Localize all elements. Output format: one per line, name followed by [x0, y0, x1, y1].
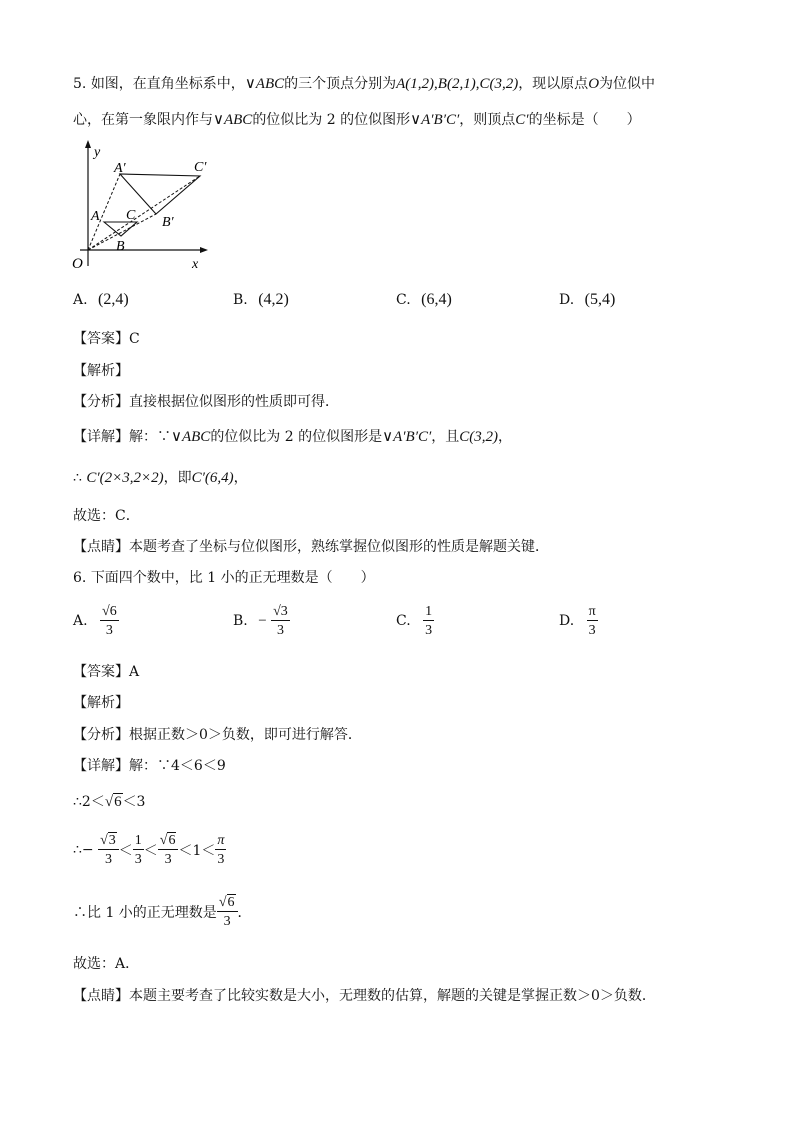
xiangjie-text: ，且 — [431, 429, 460, 445]
q5-option-b[interactable] — [233, 291, 289, 309]
q5-origin: O — [588, 76, 600, 92]
q6-step3 — [73, 895, 252, 929]
q5-stem-line1: 5. 如图，在直角坐标系中，∨ABC的三个顶点分别为A(1,2),B(2,1),C(3,2)，现以原点O为位似中 — [73, 76, 656, 92]
q6-stem-text: 下面四个数中，比 1 小的正无理数是（ ） — [90, 570, 375, 586]
fraction-sqrt3-over-3 — [98, 833, 119, 867]
xiangjie-text: 解：∵ — [129, 429, 171, 445]
q6-answer — [73, 661, 139, 681]
q6-option-d[interactable] — [559, 604, 598, 638]
less-than: ＜ — [143, 843, 158, 859]
fraction-denominator: 3 — [164, 852, 172, 867]
q5-answer — [73, 328, 140, 348]
q5-stem-text: 如图，在直角坐标系中， — [90, 76, 245, 92]
fraction-denominator: 3 — [425, 623, 433, 638]
y-axis-arrow — [85, 140, 91, 148]
label-b-prime: B′ — [162, 215, 174, 230]
fraction-numerator: 1 — [425, 604, 433, 619]
q5-point-b: B(2,1) — [437, 76, 476, 92]
option-value: (5,4) — [584, 291, 616, 308]
radicand: 6 — [168, 833, 176, 848]
fraction-numerator: π — [588, 604, 596, 619]
q5-point-c: C(3,2) — [479, 76, 519, 92]
label-c: C — [126, 208, 136, 223]
label-a: A — [91, 209, 100, 224]
fraction-sqrt6-over-3 — [158, 833, 179, 867]
xiangjie-tag: 【详解】 — [73, 429, 129, 445]
step-text: ， — [233, 470, 248, 486]
option-letter: D. — [559, 613, 575, 629]
fraction-denominator: 3 — [105, 623, 113, 638]
option-fraction — [271, 604, 290, 638]
dianjing-tag: 【点睛】 — [73, 988, 129, 1004]
fraction-denominator: 3 — [104, 852, 112, 867]
c-prime-calc: C′(2×3,2×2) — [86, 470, 164, 486]
dianjing-text: 本题主要考查了比较实数是大小，无理数的估算，解题的关键是掌握正数＞0＞负数． — [129, 988, 656, 1004]
step-text: ∴比 1 小的正无理数是 — [73, 905, 217, 921]
option-value: (4,2) — [258, 291, 289, 308]
radicand: 6 — [227, 895, 235, 910]
fraction-denominator: 3 — [134, 852, 142, 867]
q5-triangle-abc: ∨ABC — [213, 112, 253, 128]
q5-stem-line2 — [73, 109, 641, 129]
option-value: (6,4) — [421, 291, 452, 308]
fraction-denominator: 3 — [223, 914, 231, 929]
xiangjie-text: 的位似比为 2 的位似图形是 — [210, 429, 383, 445]
q5-c-prime: C′ — [515, 112, 529, 128]
fraction-numerator: π — [217, 833, 225, 848]
option-fraction — [100, 604, 119, 638]
q5-option-c[interactable] — [396, 291, 452, 309]
answer-tag: 【答案】 — [73, 664, 129, 680]
option-value: (2,4) — [98, 291, 129, 308]
label-o: O — [72, 256, 83, 272]
q5-option-a[interactable] — [73, 291, 129, 309]
q6-xiangjie — [73, 755, 226, 775]
q5-choose: 故选：C． — [73, 508, 140, 524]
option-letter: D. — [559, 292, 575, 308]
q5-step1 — [73, 467, 248, 487]
fraction-denominator: 3 — [217, 852, 225, 867]
q5-fenxi — [73, 391, 339, 411]
q6-number: 6. — [73, 570, 87, 586]
q6-dianjing — [73, 985, 656, 1005]
fraction-pi-over-3 — [215, 833, 226, 867]
fenxi-text: 根据正数＞0＞负数，即可进行解答． — [129, 727, 362, 743]
x-axis-arrow — [200, 247, 208, 253]
q5-stem-text: 的位似比为 2 的位似图形 — [252, 112, 411, 128]
q5-triangle-prime: ∨A′B′C′ — [410, 112, 460, 128]
q6-analysis-tag: 【解析】 — [73, 695, 129, 711]
therefore-sign: ∴ — [73, 470, 87, 486]
less-than: ＜ — [118, 843, 133, 859]
fraction-numerator: √6 — [102, 604, 117, 619]
less-than-one: ＜1＜ — [178, 843, 216, 859]
label-b: B — [116, 239, 125, 254]
q5-stem-text: ，则顶点 — [459, 112, 516, 128]
q6-option-b[interactable] — [233, 604, 290, 638]
q6-fenxi — [73, 724, 362, 744]
triangle-abc — [104, 222, 137, 236]
option-letter: C. — [396, 613, 411, 629]
ray-to-c-prime — [88, 176, 200, 250]
point-c-text: C(3,2) — [459, 429, 499, 445]
xiangjie-tag: 【详解】 — [73, 758, 129, 774]
q6-step1 — [73, 791, 145, 811]
sqrt-6: √6 — [104, 794, 122, 810]
fraction-1-over-3 — [133, 833, 144, 867]
fraction-numerator: √3 — [273, 604, 288, 619]
fraction-denominator: 3 — [588, 623, 596, 638]
therefore-sign: ∴− — [73, 842, 94, 858]
q5-stem-text: 的三个顶点分别为 — [284, 76, 397, 92]
q5-figure — [70, 138, 220, 273]
answer-value: A — [129, 664, 140, 680]
q5-option-d[interactable] — [559, 291, 615, 309]
q5-stem-text: 的坐标是（ ） — [528, 112, 641, 128]
step-text: ∴2＜ — [73, 794, 105, 810]
q5-triangle-abc: ∨ABC — [244, 76, 285, 92]
label-a-prime: A′ — [114, 161, 126, 176]
option-fraction — [587, 604, 598, 638]
option-letter: A. — [73, 613, 88, 629]
fraction-numerator: √6 — [158, 833, 179, 850]
dianjing-tag: 【点睛】 — [73, 539, 129, 555]
q5-stem-text: 心，在第一象限内作与 — [73, 112, 213, 128]
option-letter: C. — [396, 292, 411, 308]
q6-stem — [73, 567, 375, 587]
step-text: ． — [237, 905, 252, 921]
radicand: 3 — [108, 833, 116, 848]
q5-point-a: A(1,2) — [396, 76, 435, 92]
answer-tag: 【答案】 — [73, 331, 129, 347]
triangle-prime-text: ∨A′B′C′ — [382, 429, 432, 445]
label-c-prime: C′ — [194, 160, 207, 175]
label-y: y — [94, 145, 101, 160]
q5-dianjing — [73, 536, 549, 556]
radicand: 6 — [114, 794, 122, 810]
q6-option-c[interactable] — [396, 604, 434, 638]
q6-choose: 故选：A． — [73, 956, 140, 972]
fenxi-tag: 【分析】 — [73, 394, 129, 410]
q5-stem-text: 为位似中 — [599, 76, 656, 92]
fenxi-tag: 【分析】 — [73, 727, 129, 743]
q5-stem-text: ，现以原点 — [518, 76, 589, 92]
fraction-numerator: 1 — [134, 833, 142, 848]
step-text: ＜3 — [122, 794, 146, 810]
option-letter: A. — [73, 292, 88, 308]
q5-analysis-tag: 【解析】 — [73, 363, 129, 379]
q5-number: 5. — [73, 76, 87, 92]
xiangjie-text: ， — [498, 429, 513, 445]
fraction-numerator: √6 — [217, 895, 238, 912]
answer-value: C — [129, 331, 140, 347]
dianjing-text: 本题考查了坐标与位似图形，熟练掌握位似图形的性质是解题关键． — [129, 539, 549, 555]
xiangjie-text: 解：∵4＜6＜9 — [129, 758, 226, 774]
option-fraction — [423, 604, 434, 638]
option-letter: B. — [233, 292, 248, 308]
c-prime-result: C′(6,4) — [191, 470, 234, 486]
label-x: x — [192, 257, 199, 272]
step-text: ，即 — [163, 470, 192, 486]
q6-step2 — [73, 833, 226, 867]
minus-sign: − — [258, 612, 267, 629]
option-letter: B. — [233, 613, 248, 629]
triangle-abc-text: ∨ABC — [171, 429, 211, 445]
fraction-denominator: 3 — [276, 623, 284, 638]
fraction-sqrt6-over-3 — [217, 895, 238, 929]
fraction-numerator: √3 — [98, 833, 119, 850]
q5-xiangjie — [73, 426, 512, 446]
fenxi-text: 直接根据位似图形的性质即可得． — [129, 394, 339, 410]
q6-option-a[interactable] — [73, 604, 119, 638]
